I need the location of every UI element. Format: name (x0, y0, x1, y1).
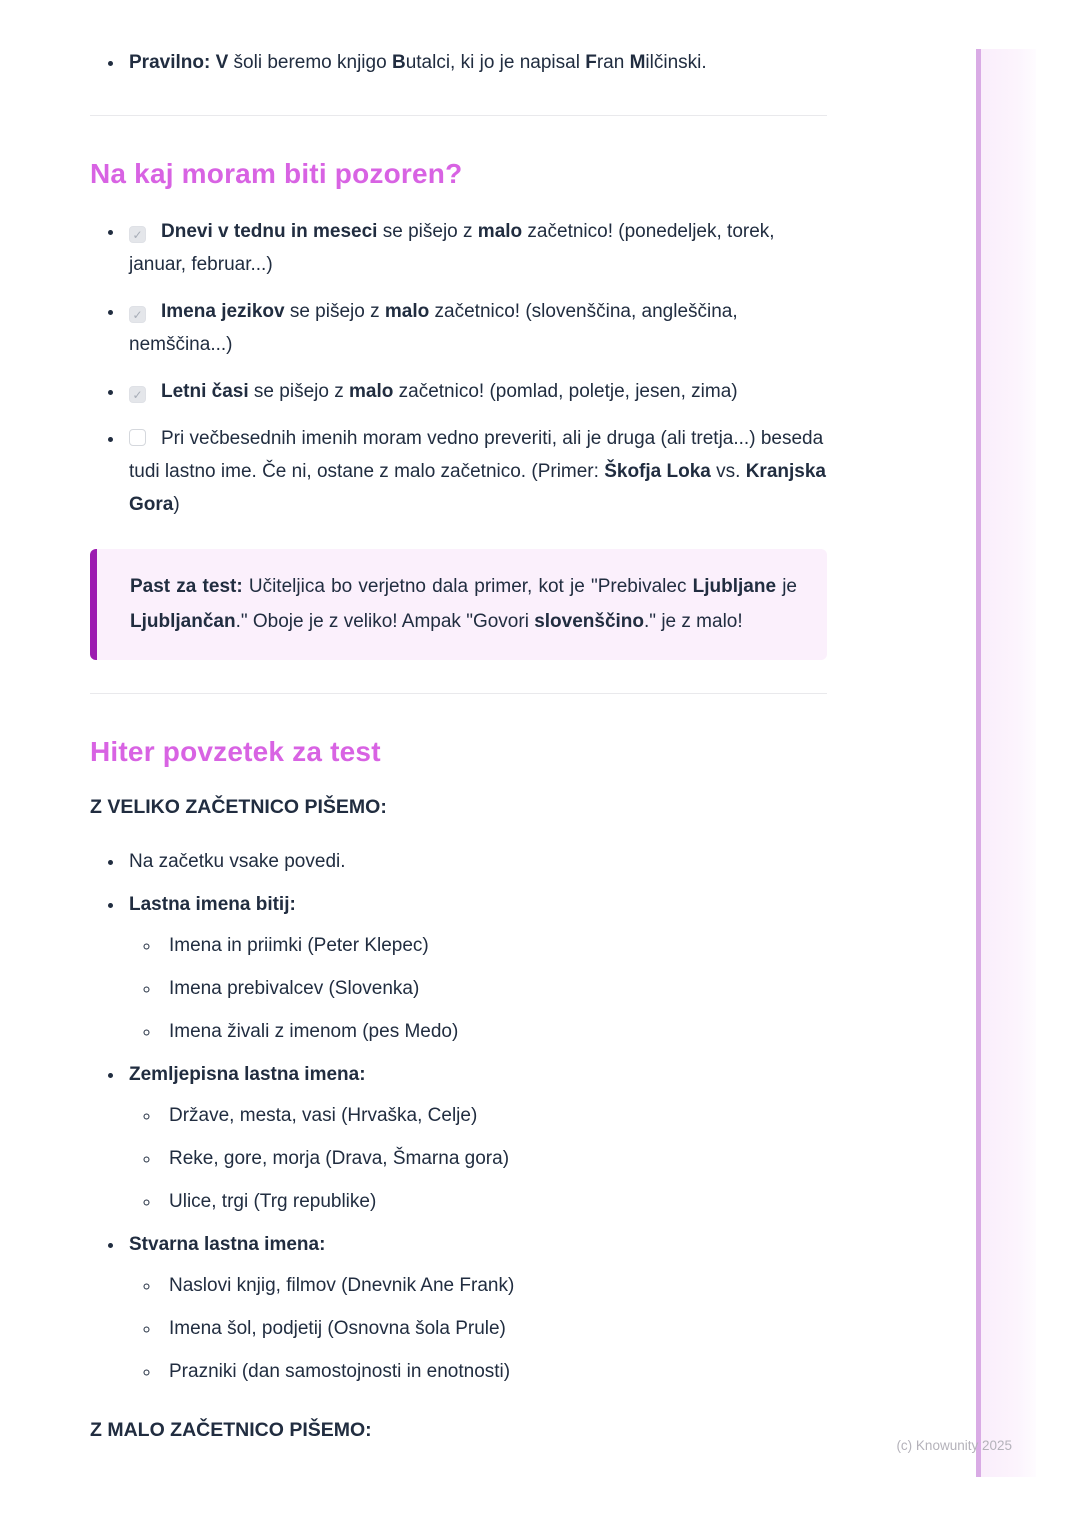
summary-subitem: ◦ Imena in priimki (Peter Klepec) (161, 929, 827, 962)
text-segment: Škofja Loka (604, 461, 711, 482)
summary-item (125, 1058, 827, 1218)
summary-subitem: ◦ Države, mesta, vasi (Hrvaška, Celje) (161, 1099, 827, 1132)
summary-subitem: ◦ Ulice, trgi (Trg republike) (161, 1185, 827, 1218)
text-segment: utalci, ki jo je napisal (405, 52, 586, 73)
document-content (90, 0, 827, 1442)
summary-sublist (139, 1099, 827, 1218)
text-segment: Učiteljica bo verjetno dala primer, kot je "Prebivalec (242, 576, 693, 597)
text-segment: M (629, 52, 646, 73)
text-segment: Pri večbesednih imenih moram vedno preveriti, ali je druga (ali tretja...) beseda tudi lastno ime. Če ni, ostane z malo začetnico. (Primer: (129, 428, 824, 482)
summary-list (103, 845, 827, 1388)
summary-item-label: Na začetku vsake povedi. (129, 851, 346, 872)
text-segment: Pravilno: V (129, 52, 229, 73)
text-segment: vs. (710, 461, 746, 482)
text-segment: malo (477, 221, 523, 242)
summary-item-label: Zemljepisna lastna imena: (129, 1064, 366, 1085)
text-segment: Ljubljane (692, 576, 777, 597)
text-segment: je (776, 576, 797, 597)
summary-subitem: ◦ Imena šol, podjetij (Osnovna šola Prule) (161, 1312, 827, 1345)
callout-box (90, 549, 827, 660)
checklist-item (125, 375, 827, 408)
checklist-item-text (129, 301, 738, 355)
summary-item-label: Lastna imena bitij: (129, 894, 296, 915)
attention-checklist (103, 215, 827, 521)
divider (90, 693, 827, 694)
section-title-attention: Na kaj moram biti pozoren? (90, 158, 463, 189)
text-segment: malo (348, 381, 394, 402)
checkbox-checked-icon[interactable]: ✓ (129, 386, 146, 403)
text-segment: začetnico! (slovenščina, angleščina, nemščina...) (129, 301, 738, 355)
summary-subitem: ◦ Prazniki (dan samostojnosti in enotnosti) (161, 1355, 827, 1388)
text-segment: malo (384, 301, 430, 322)
callout-text (130, 576, 797, 632)
copyright-text: (c) Knowunity 2025 (896, 1438, 1012, 1453)
text-segment: se pišejo z (248, 381, 349, 402)
list-item (125, 46, 827, 79)
summary-subitem: ◦ Naslovi knjig, filmov (Dnevnik Ane Frank) (161, 1269, 827, 1302)
checklist-item-text (129, 221, 775, 275)
text-segment: šoli beremo knjigo (228, 52, 392, 73)
checkbox-checked-icon[interactable]: ✓ (129, 306, 146, 323)
summary-subitem: ◦ Reke, gore, morja (Drava, Šmarna gora) (161, 1142, 827, 1175)
text-segment: se pišejo z (377, 221, 478, 242)
summary-item-label: Stvarna lastna imena: (129, 1234, 326, 1255)
checkbox-unchecked-icon[interactable] (129, 429, 146, 446)
text-segment: ." Oboje je z veliko! Ampak "Govori (235, 611, 535, 632)
text-segment: Ljubljančan (130, 611, 236, 632)
checklist-item (125, 422, 827, 521)
text-segment: F (585, 52, 597, 73)
text-segment: Past za test: (130, 576, 243, 597)
summary-sublist (139, 1269, 827, 1388)
text-segment: Letni časi (161, 381, 249, 402)
summary-subitem: ◦ Imena živali z imenom (pes Medo) (161, 1015, 827, 1048)
text-segment: slovenščino (534, 611, 645, 632)
checklist-item (125, 295, 827, 361)
text-segment: Imena jezikov (161, 301, 285, 322)
subheading-lowercase: Z MALO ZAČETNICO PIŠEMO: (90, 1419, 372, 1441)
text-segment: se pišejo z (284, 301, 385, 322)
subheading-capitalized: Z VELIKO ZAČETNICO PIŠEMO: (90, 796, 387, 818)
text-segment: ." je z malo! (644, 611, 743, 632)
text-segment: ilčinski. (645, 52, 707, 73)
divider (90, 115, 827, 116)
intro-list (103, 46, 827, 79)
text-segment: začetnico! (pomlad, poletje, jesen, zima) (393, 381, 738, 402)
page-edge-accent-bar (976, 49, 1036, 1477)
checklist-item-text (161, 381, 738, 402)
section-title-summary: Hiter povzetek za test (90, 736, 381, 767)
checkbox-checked-icon[interactable]: ✓ (129, 226, 146, 243)
summary-sublist (139, 929, 827, 1048)
text-segment: Dnevi v tednu in meseci (161, 221, 378, 242)
text-segment: B (391, 52, 406, 73)
text-segment: ) (173, 494, 180, 515)
summary-item (125, 1228, 827, 1388)
summary-item (125, 888, 827, 1048)
summary-subitem: ◦ Imena prebivalcev (Slovenka) (161, 972, 827, 1005)
checklist-item (125, 215, 827, 281)
summary-item (125, 845, 827, 878)
text-segment: začetnico! (ponedeljek, torek, januar, februar...) (129, 221, 775, 275)
text-segment: ran (596, 52, 630, 73)
checklist-item-text (129, 428, 826, 515)
rich-text (129, 52, 707, 73)
text-segment: Kranjska Gora (129, 461, 826, 515)
